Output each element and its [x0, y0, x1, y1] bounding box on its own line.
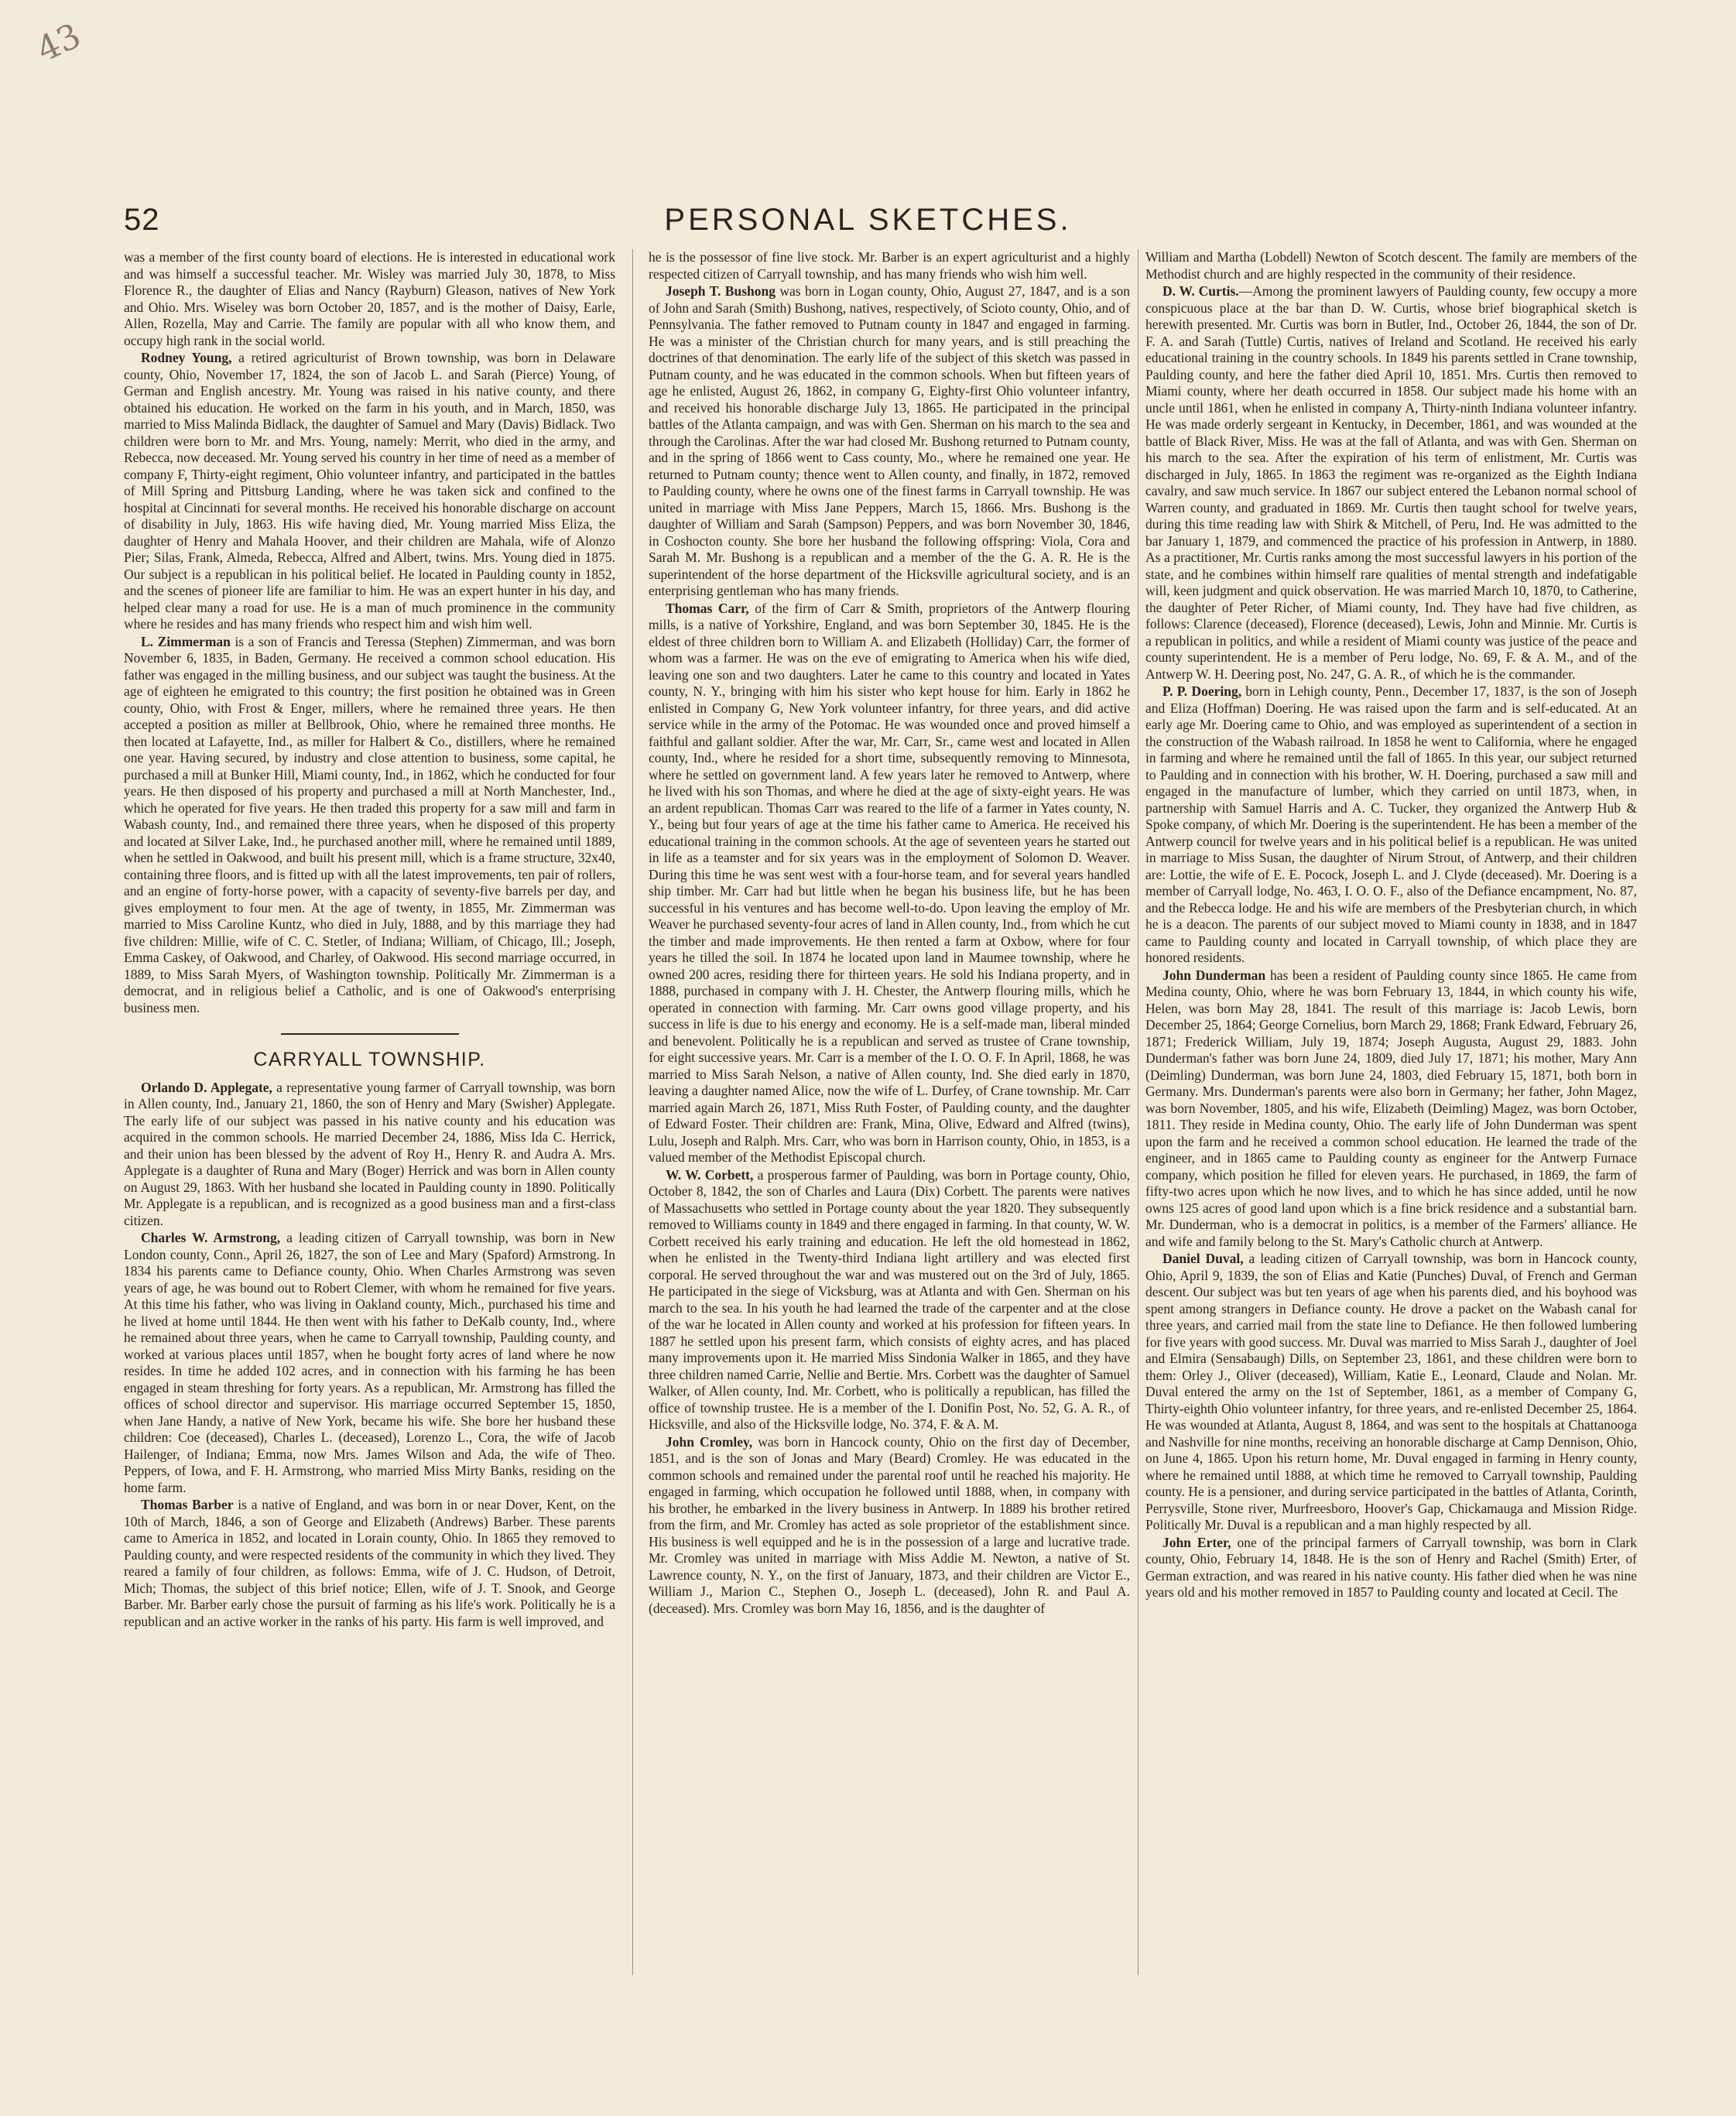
subject-name: Rodney Young, — [141, 350, 232, 365]
subject-name: L. Zimmerman — [141, 633, 231, 649]
sketch-paragraph — [1145, 1251, 1637, 1534]
sketch-paragraph — [649, 1167, 1130, 1433]
sketch-text: —Among the prominent lawyers of Paulding county, few occupy a more conspicuous place at the bar than D. W. Curtis, whose brief biographical sketch is herewith presented. Mr. Curtis was born in Butler, Ind., October 26, 1844, the son of Dr. F. A. and Sarah (Tuttle) Curtis, natives of Ireland and Scotland. He received his early educational training in the country schools. In 1849 his parents settled in Crane township, Paulding county, and here the father died April 10, 1851. Mrs. Curtis then removed to Miami county, where her death occurred in 1858. Our subject made his home with an uncle until 1861, when he enlisted in company A, Thirty-ninth Indiana volunteer infantry. He was made orderly sergeant in Kentucky, in December, 1861, and was wounded at the battle of Black River, Miss. He was at the fall of Atlanta, and was with Gen. Sherman on his march to the sea. After the expiration of his term of enlistment, Mr. Curtis was discharged in July, 1865. In 1863 the regiment was re-organized as the Eighth Indiana cavalry, and saw much service. In 1867 our subject entered the Lebanon normal school of Warren county, and graduated in 1869. Mr. Curtis then taught school for twelve years, during this time reading law with Shirk & Mitchell, of Peru, Ind. He was admitted to the bar January 1, 1879, and commenced the practice of his profession in Antwerp, in 1880. As a practitioner, Mr. Curtis ranks among the most successful lawyers in his portion of the state, and he combines within himself rare qualities of mental strength and indefatigable will, keen judgment and quick observation. He was married March 10, 1870, to Catherine, the daughter of Peter Richer, of Miami county, Ind. They have had five children, as follows: Clarence (deceased), Florence (deceased), Lewis, John and Minnie. Mr. Curtis is a republican in politics, and while a resident of Miami county was justice of the peace and county superintendent. He is a member of Peru lodge, No. 69, F. & A. M., and of the Antwerp W. H. Deering post, No. 247, G. A. R., of which he is the commander. — [1145, 283, 1637, 682]
sketch-paragraph: William and Martha (Lobdell) Newton of Scotch descent. The family are members of the Methodist church and are highly respected in the community of their residence. — [1145, 249, 1637, 282]
column-3 — [1145, 249, 1637, 1971]
sketch-text: a retired agriculturist of Brown township, was born in Delaware county, Ohio, November 17, 1824, the son of Jacob L. and Sarah (Pierce) Young, of German and English ancestry. Mr. Young was raised in his native county, and there obtained his education. He worked on the farm in his youth, and in March, 1850, was married to Miss Malinda Bidlack, the daughter of Samuel and Mary (Davis) Bidlack. Two children were born to Mr. and Mrs. Young, namely: Merrit, who died in the army, and Rebecca, now deceased. Mr. Young served his country in her time of need as a member of company F, Thirty-eight regiment, Ohio volunteer infantry, and participated in the battles of Mill Spring and Pittsburg Landing, where he was taken sick and confined to the hospital at Cincinnati for several months. He received his honorable discharge on account of disability in July, 1863. His wife having died, Mr. Young married Miss Eliza, the daughter of Henry and Mahala Hoover, and their children are Mahala, wife of Alonzo Pier; Silas, Frank, Almeda, Rebecca, Alfred and Albert, twins. Mrs. Young died in 1875. Our subject is a republican in his political belief. He located in Paulding county in 1852, and the scenes of pioneer life are familiar to him. He was an expert hunter in his day, and helped clear many a road for use. He is a man of much prominence in the community where he resides and has many friends who respect him and wish him well. — [124, 350, 615, 632]
subject-name: John Erter, — [1162, 1534, 1231, 1550]
subject-name: Charles W. Armstrong, — [141, 1230, 281, 1245]
section-divider — [281, 1033, 459, 1035]
sketch-paragraph — [1145, 967, 1637, 1251]
subject-name: John Cromley, — [666, 1433, 753, 1450]
sketch-paragraph — [124, 1230, 615, 1496]
sketch-text: a leading citizen of Carryall township, was born in New London county, Conn., April 26, 1827, the son of Lee and Mary (Spaford) Armstrong. In 1834 his parents came to Defiance county, Ohio. When Charles Armstrong was seven years of age, he was bound out to Robert Clemer, with whom he remained for five years. At this time his father, who was living in Oakland county, Mich., purchased his time and he lived at home until 1844. He then went with his father to DeKalb county, Ind., where he remained about three years, when he came to Carryall township, Paulding county, and worked at various places until 1857, when he bought forty acres of land where he now resides. In time he added 102 acres, and in connection with his farming he has been engaged in steam threshing for forty years. As a republican, Mr. Armstrong has filled the offices of school director and supervisor. His marriage occurred September 15, 1850, when Jane Handy, a native of New York, became his wife. She bore her husband these children: Coe (deceased), Charles L. (deceased), Lorenzo L., Cora, the wife of Jacob Hailenger, of Indiana; Emma, now Mrs. James Wilson and Ada, the wife of Theo. Peppers, of Iowa, and F. H. Armstrong, who married Miss Mirty Banks, residing on the home farm. — [124, 1230, 615, 1495]
sketch-paragraph — [1145, 683, 1637, 967]
subject-name: Daniel Duval, — [1162, 1251, 1244, 1266]
subject-name: Thomas Carr, — [666, 600, 749, 616]
sketch-paragraph — [124, 350, 615, 633]
sketch-paragraph — [124, 1497, 615, 1630]
subject-name: D. W. Curtis. — [1162, 283, 1239, 299]
page-number: 52 — [124, 203, 160, 237]
running-head: PERSONAL SKETCHES. — [664, 203, 1072, 237]
subject-name: W. W. Corbett, — [666, 1166, 754, 1183]
page-margin-note: 43 — [30, 15, 87, 70]
subject-name: John Dunderman — [1162, 967, 1266, 983]
sketch-text: a prosperous farmer of Paulding, was born in Portage county, Ohio, October 8, 1842, the son of Charles and Laura (Dix) Corbett. The parents were natives of Massachusetts who settled in Portage county about the year 1820. They subsequently removed to Williams county in 1849 and there engaged in farming. In that county, W. W. Corbett received his early training and education. He left the old homestead in 1862, when he enlisted in the Twenty-third Indiana light artillery and was elected first corporal. He served throughout the war and was mustered out on the 3rd of July, 1865. He participated in the siege of Vicksburg, was at Atlanta and with Gen. Sherman on his march to the sea. In his youth he had learned the trade of the carpenter and at the close of the war he located in Allen county and worked at his profession for fifteen years. In 1887 he settled upon his present farm, which consists of eighty acres, and has placed many improvements upon it. He married Miss Sindonia Walker in 1865, and they have three children named Carrie, Nellie and Bertie. Mrs. Corbett was the daughter of Samuel Walker, of Allen county, Ind. Mr. Corbett, who is politically a republican, has filled the office of township trustee. He is a member of the I. Donifin Post, No. 52, G. A. R., of Hicksville, and also of the Hicksville lodge, No. 374, F. & A. M. — [649, 1166, 1130, 1432]
subject-name: Joseph T. Bushong — [666, 283, 776, 299]
sketch-text: a leading citizen of Carryall township, was born in Hancock county, Ohio, April 9, 1839, the son of Elias and Katie (Punches) Duval, of French and German descent. Our subject was but ten years of age when his parents died, and his boyhood was spent among strangers in Defiance county. He drove a packet on the Wabash canal for three years, and carried mail from the state line to Defiance. He then followed lumbering for five years with good success. Mr. Duval was married to Miss Sarah J., daughter of Joel and Elmira (Sensabaugh) Dills, on September 23, 1861, and these children were born to them: Orley J., Oliver (deceased), William, Katie E., Leonard, Claude and Nolan. Mr. Duval entered the army on the 1st of September, 1861, as a member of Company G, Thirty-eighth Ohio volunteer infantry, for three years, and re-enlisted December 25, 1864. He was wounded at Atlanta, August 8, 1864, and was sent to the hospitals at Chattanooga and Nashville for nine months, receiving an honorable discharge at Camp Dennison, Ohio, on June 4, 1865. Upon his return home, Mr. Duval engaged in farming in Henry county, where he remained until 1888, at which time he removed to Carryall township, Paulding county. He is a pensioner, and during service participated in the battles of Atlanta, Corinth, Perrysville, Stone river, Murfreesboro, Hoover's Gap, Chickamauga and Mission Ridge. Politically Mr. Duval is a republican and a man highly respected by all. — [1145, 1251, 1637, 1532]
sketch-text: is a son of Francis and Teressa (Stephen) Zimmerman, and was born November 6, 1835, in Baden, Germany. He received a common school education. His father was engaged in the milling business, and our subject was taught the business. At the age of eighteen he emigrated to this country; the first position he obtained was in Green county, Ohio, with Frost & Enger, millers, where he remained three years. He then accepted a position as miller at Bellbrook, Ohio, where he remained three months. He then located at Lafayette, Ind., as miller for Halbert & Co., distillers, where he remained one year. Having secured, by industry and close attention to business, some capital, he purchased a mill at Bunker Hill, Miami county, Ind., in 1862, which he conducted for four years. He then disposed of his property and purchased a mill at North Manchester, Ind., which he operated for five years. He then traded this property for a saw mill and farm in Wabash county, Ind., and remained there three years, when he disposed of this property and located at Silver Lake, Ind., he purchased another mill, where he remained until 1889, when he settled in Oakwood, and built his present mill, which is a frame structure, 32x40, containing three floors, and is fitted up with all the latest improvements, ten pair of rollers, and an engine of forty-horse power, with a capacity of seventy-five barrels per day, and gives employment to four men. At the age of twenty, in 1855, Mr. Zimmerman was married to Miss Caroline Kuntz, who died in July, 1888, and by this marriage they had five children: Millie, wife of C. C. Stetler, of Indiana; William, of Chicago, Ill.; Joseph, Emma Caskey, of Oakwood, and Charley, of Oakwood. His second marriage occurred, in 1889, to Miss Sarah Myers, of Washington township. Politically Mr. Zimmerman is a democrat, and in religious belief a Catholic, and is one of Oakwood's enterprising business men. — [124, 633, 615, 1015]
sketch-paragraph: he is the possessor of fine live stock. Mr. Barber is an expert agriculturist and a highly respected citizen of Carryall township, and has many friends who wish him well. — [649, 249, 1130, 282]
sketch-paragraph — [1145, 1535, 1637, 1601]
sketch-text: of the firm of Carr & Smith, proprietors of the Antwerp flouring mills, is a native of Yorkshire, England, and was born September 30, 1845. He is the eldest of three children born to William A. and Elizabeth (Holliday) Carr, the former of whom was a farmer. He was on the eve of emigrating to America when his wife died, leaving one son and two daughters. Later he came to this country and located in Yates county, N. Y., bringing with him his sister who kept house for him. Early in 1862 he enlisted in Company G, New York volunteer infantry, for three years, and did active service while in the army of the Potomac. He was wounded once and proved himself a faithful and gallant soldier. After the war, Mr. Carr, Sr., came west and located in Allen county, Ind., where he resided for a short time, subsequently removing to Minnesota, where he settled on government land. A few years later he removed to Antwerp, where he lived with his son Thomas, and where he died at the age of sixty-eight years. He was an ardent republican. Thomas Carr was reared to the life of a farmer in Yates county, N. Y., being but four years of age at the time his father came to America. He received his educational training in the common schools. At the age of seventeen years he started out in life as a teamster and for six years was in the employment of Solomon D. Weaver. During this time he was sent west with a four-horse team, and for several years handled ship timber. Mr. Carr had but little when he began his business life, but he has been successful in his ventures and has become well-to-do. Upon leaving the employ of Mr. Weaver he purchased seventy-four acres of land in Allen county, Ind., from which he cut the timber and made improvements. He then rented a farm at Oxbow, where for four years he tilled the soil. In 1874 he located upon land in Maumee township, where he owned 200 acres, residing there for thirteen years. He sold his Indiana property, and in 1888, purchased in company with J. H. Chester, the Antwerp flouring mills, which he operated in connection with farming. Mr. Carr owns good village property, and his success in life is due to his energy and economy. He is a self-made man, liberal minded and benevolent. Politically he is a republican and served as trustee of Crane township, for eight successive years. Mr. Carr is a member of the I. O. O. F. In April, 1868, he was married to Miss Sarah Nelson, a native of Allen county, Ind. She died early in 1870, leaving a daughter named Alice, now the wife of L. Durfey, of Crane township. Mr. Carr married again March 26, 1871, Miss Ruth Foster, of Paulding county, and the daughter of Edward Foster. Their children are: Frank, Mina, Olive, Edward and Alfred (twins), Lulu, Joseph and Ralph. Mrs. Carr, who was born in Harrison county, Ohio, in 1853, is a valued member of the Methodist Episcopal church. — [649, 600, 1130, 1165]
subject-name: P. P. Doering, — [1162, 683, 1242, 699]
column-rule — [1138, 249, 1139, 1975]
sketch-text: a representative young farmer of Carryall township, was born in Allen county, Ind., January 21, 1860, the son of Henry and Mary (Swisher) Applegate. The early life of our subject was passed in his native county and his education was acquired in the common schools. He married December 24, 1886, Miss Ida C. Herrick, and their union has been blessed by the advent of Roy H., Henry R. and Audra A. Mrs. Applegate is a daughter of Runa and Mary (Boger) Herrick and was born in Allen county on August 29, 1863. With her husband she located in Paulding county in 1890. Politically Mr. Applegate is a republican, and is recognized as a good business man and a first-class citizen. — [124, 1079, 615, 1228]
sketch-text: was born in Logan county, Ohio, August 27, 1847, and is a son of John and Sarah (Smith) Bushong, natives, respectively, of Scioto county, Ohio, and of Pennsylvania. The father removed to Putnam county in 1847 and engaged in farming. He was a minister of the Christian church for many years, and is still preaching the doctrines of that denomination. The early life of the subject of this sketch was passed in Putnam county, and he was educated in the common schools. When but fifteen years of age he enlisted, August 26, 1862, in company G, Eighty-first Ohio volunteer infantry, and received his honorable discharge July 13, 1865. He participated in the principal battles of the Atlanta campaign, and was with Gen. Sherman on his march to the sea and through the Carolinas. After the war had closed Mr. Bushong returned to Putnam county, and in the spring of 1866 went to Cass county, Mo., where he remained one year. He returned to Putnam county; thence went to Allen county, and finally, in 1872, removed to Paulding county, where he owns one of the finest farms in Carryall township. He was united in marriage with Miss Jane Peppers, March 15, 1866. Mrs. Bushong is the daughter of William and Sarah (Sampson) Peppers, and was born November 30, 1846, in Coshocton county. She bore her husband the following offspring: Viola, Cora and Sarah M. Mr. Bushong is a republican and a member of the the G. A. R. He is the superintendent of the horse department of the Hicksville agricultural society, and is an enterprising gentleman who has many friends. — [649, 283, 1130, 598]
sketch-paragraph — [649, 601, 1130, 1166]
sketch-paragraph — [124, 1080, 615, 1230]
sketch-text: was born in Hancock county, Ohio on the first day of December, 1851, and is the son of Jonas and Mary (Beard) Cromley. He was educated in the common schools and remained under the parental roof until he reached his majority. He engaged in farming, which occupation he followed until 1888, when, in company with his brother, he embarked in the livery business in Antwerp. In 1889 his brother retired from the firm, and Mr. Cromley has acted as sole proprietor of the establishment since. His business is well equipped and he is in the possession of a large and lucrative trade. Mr. Cromley was united in marriage with Miss Addie M. Newton, a native of St. Lawrence county, N. Y., on the first of January, 1873, and their children are Victor E., William J., Marion C., Stephen O., Joseph L. (deceased), John R. and Paul A. (deceased). Mrs. Cromley was born May 16, 1856, and is the daughter of — [649, 1433, 1130, 1616]
sketch-text: is a native of England, and was born in or near Dover, Kent, on the 10th of March, 1846, a son of George and Elizabeth (Andrews) Barber. These parents came to America in 1852, and located in Lorain county, Ohio. In 1865 they removed to Paulding county, and were respected residents of the community in which they lived. They reared a family of four children, as follows: Emma, wife of J. C. Hudson, of Detroit, Mich; Thomas, the subject of this brief notice; Ellen, wife of J. T. Snook, and George Barber. Mr. Barber early chose the pursuit of farming as his life's work. Politically he is a republican and an active worker in the ranks of his party. His farm is well improved, and — [124, 1497, 615, 1629]
column-rule — [632, 249, 633, 1975]
sketch-paragraph — [1145, 283, 1637, 683]
sketch-text: has been a resident of Paulding county since 1865. He came from Medina county, Ohio, where he was born February 13, 1844, in which county his wife, Helen, was born May 28, 1841. The result of this marriage is: Jacob Lewis, born December 25, 1864; George Cornelius, born March 29, 1868; Frank Edward, February 26, 1871; Frederick William, July 19, 1874; Joseph Augusta, August 29, 1883. John Dunderman's father was born June 24, 1809, died July 17, 1871; his mother, Mary Ann (Deimling) Dunderman, was born June 24, 1803, died February 15, 1871, both born in Germany. Mrs. Dunderman's parents were also born in Germany; her father, John Magez, was born November, 1805, and his wife, Elizabeth (Deimling) Magez, was born October, 1811. They reside in Medina county, Ohio. The early life of John Dunderman was spent upon the farm and he received a common school education. He learned the trade of the engineer, and in 1865 came to Paulding county as engineer for the Antwerp Furnace company, which position he filled for eleven years. He purchased, in 1869, the farm of fifty-two acres upon which he now lives, and to which he has since added, until he now owns 125 acres of good land upon which is a fine brick residence and a substantial barn. Mr. Dunderman, who is a democrat in politics, is a member of the Farmers' alliance. He and wife and family belong to the St. Mary's Catholic church at Antwerp. — [1145, 967, 1637, 1249]
sketch-paragraph — [649, 1434, 1130, 1618]
section-heading: CARRYALL TOWNSHIP. — [253, 1049, 486, 1070]
sketch-text: one of the principal farmers of Carryall township, was born in Clark county, Ohio, February 14, 1848. He is the son of Henry and Rachel (Smith) Erter, of German extraction, and was reared in his native county. His father died when he was nine years old and his mother removed in 1857 to Paulding county and located at Cecil. The — [1145, 1534, 1637, 1600]
sketch-paragraph — [124, 634, 615, 1017]
sketch-text: born in Lehigh county, Penn., December 17, 1837, is the son of Joseph and Eliza (Hoffman) Doering. He was raised upon the farm and is self-educated. At an early age Mr. Doering came to Ohio, and was employed as superintendent of a section in the construction of the Wabash railroad. In 1858 he went to California, where he engaged in farming and where he remained until the fall of 1865. In this year, our subject returned to Paulding and in connection with his brother, W. H. Doering, purchased a saw mill and engaged in the manufacture of lumber, which they carried on until 1873, when, in partnership with Samuel Harris and A. C. Tucker, they organized the Antwerp Hub & Spoke company, of which Mr. Doering is the superintendent. He has been a member of the Antwerp council for twelve years and in his political belief is a republican. He was united in marriage to Miss Susan, the daughter of Nirum Strout, of Antwerp, and their children are: Lottie, the wife of E. E. Pocock, Joseph L. and J. Clyde (deceased). Mr. Doering is a member of Carryall lodge, No. 463, I. O. O. F., also of the Defiance encampment, No. 87, and the Rebecca lodge. He and his wife are members of the Presbyterian church, in which he is a deacon. The parents of our subject moved to Miami county in 1838, and in 1847 came to Paulding county and located in Carryall township, of which place they are honored residents. — [1145, 683, 1637, 965]
sketch-paragraph — [649, 283, 1130, 600]
column-2 — [649, 249, 1130, 1971]
subject-name: Thomas Barber — [141, 1497, 234, 1512]
sketch-paragraph: was a member of the first county board of elections. He is interested in educational work and was himself a successful teacher. Mr. Wisley was married July 30, 1878, to Miss Florence R., the daughter of Elias and Nancy (Rayburn) Gleason, natives of New York and Ohio. Mrs. Wiseley was born October 20, 1857, and is the mother of Daisy, Earle, Allen, Rozella, May and Carrie. The family are popular with all who know them, and occupy high rank in the social world. — [124, 249, 615, 348]
column-1 — [124, 249, 615, 1921]
subject-name: Orlando D. Applegate, — [141, 1079, 272, 1095]
